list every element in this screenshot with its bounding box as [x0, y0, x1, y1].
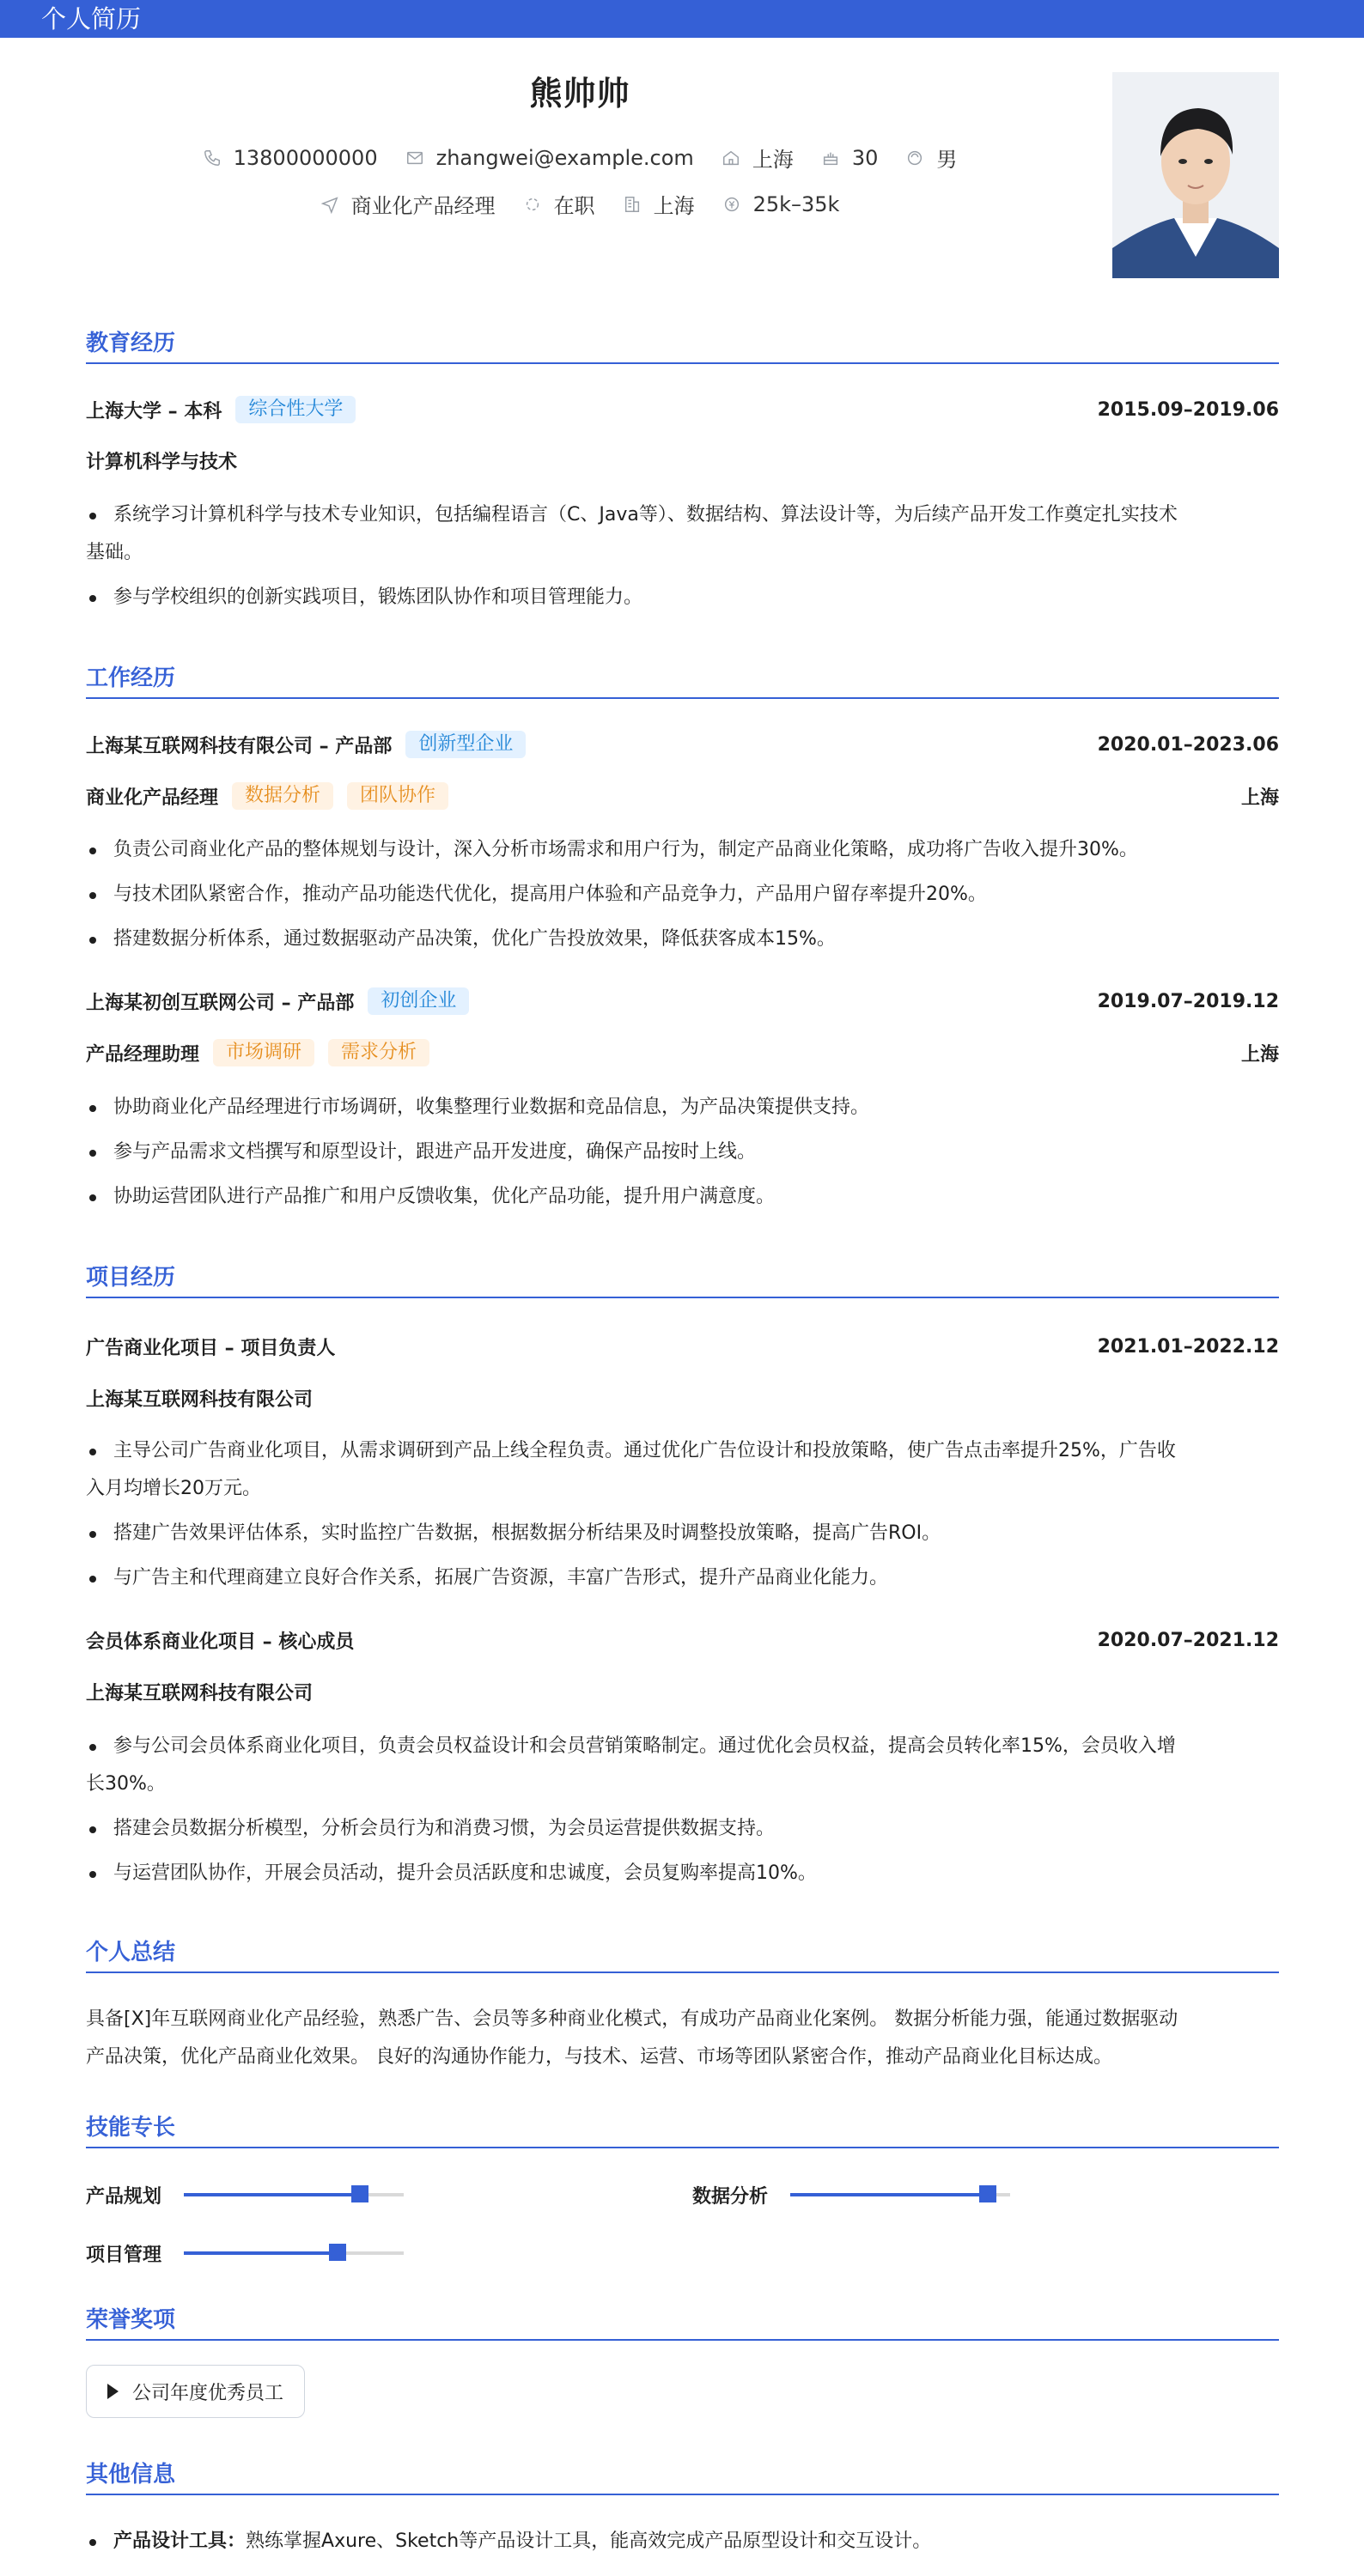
salary-icon	[722, 195, 741, 214]
role-row	[86, 1037, 1279, 1068]
skill-tag: 需求分析	[328, 1039, 429, 1066]
other-section	[86, 2459, 1279, 2576]
play-icon	[107, 2384, 119, 2399]
list-item: 参与公司会员体系商业化项目，负责会员权益设计和会员营销策略制定。通过优化会员权益，提高会员转化率15%，会员收入增	[86, 1728, 1279, 1765]
skill-item	[692, 2179, 1010, 2210]
award-item[interactable]	[86, 2365, 305, 2418]
role-row	[86, 781, 1279, 811]
skill-item	[86, 2238, 404, 2269]
project-company-row	[86, 1382, 1279, 1413]
other-title: 其他信息	[86, 2459, 1279, 2495]
list-item: 搭建会员数据分析模型，分析会员行为和消费习惯，为会员运营提供数据支持。	[86, 1810, 1279, 1848]
project-period: 2021.01–2022.12	[1097, 1335, 1279, 1358]
summary-section	[86, 1937, 1279, 2083]
list-item: 与技术团队紧密合作，推动产品功能迭代优化，提高用户体验和产品竞争力，产品用户留存率提升20%。	[86, 876, 1279, 914]
hometown-value: 上海	[752, 148, 794, 172]
home-icon	[722, 149, 740, 167]
list-item: 参与学校组织的创新实践项目，锻炼团队协作和项目管理能力。	[86, 579, 1279, 617]
project-company-row	[86, 1676, 1279, 1707]
skill-fill	[184, 2251, 338, 2255]
salary-value: 25k–35k	[752, 191, 840, 216]
project-header	[86, 1331, 1279, 1362]
phone-value: 13800000000	[233, 145, 378, 170]
list-item-continuation: 长30%。	[86, 1773, 166, 1795]
skill-tag: 数据分析	[232, 782, 333, 810]
list-item: 系统学习计算机科学与技术专业知识，包括编程语言（C、Java等）、数据结构、算法设计等，为后续产品开发工作奠定扎实技术	[86, 496, 1279, 534]
skill-tag: 市场调研	[213, 1039, 314, 1066]
company-tag: 初创企业	[368, 987, 469, 1015]
skill-fill	[184, 2193, 360, 2196]
skills-title: 技能专长	[86, 2112, 1279, 2148]
list-item: 搭建数据分析体系，通过数据驱动产品决策，优化广告投放效果，降低获客成本15%。	[86, 920, 1279, 958]
other-text: 熟练掌握Axure、Sketch等产品设计工具，能高效完成产品原型设计和交互设计。	[246, 2530, 932, 2552]
project-company: 上海某互联网科技有限公司	[86, 1388, 314, 1411]
skill-name: 数据分析	[692, 2185, 769, 2208]
project-header	[86, 1625, 1279, 1656]
skill-slider	[184, 2193, 404, 2196]
role-name: 产品经理助理	[86, 1043, 200, 1066]
list-item: 协助商业化产品经理进行市场调研，收集整理行业数据和竞品信息，为产品决策提供支持。	[86, 1089, 1279, 1127]
work-section	[86, 663, 1279, 1230]
education-period: 2015.09–2019.06	[1097, 398, 1279, 421]
list-item: 负责公司商业化产品的整体规划与设计，深入分析市场需求和用户行为，制定产品商业化策略，成功将广告收入提升30%。	[86, 831, 1279, 869]
summary-title: 个人总结	[86, 1937, 1279, 1973]
work-period: 2019.07–2019.12	[1097, 990, 1279, 1012]
skill-tag: 团队协作	[347, 782, 448, 810]
company-name: 上海某初创互联网公司 – 产品部	[86, 992, 355, 1014]
role-name: 商业化产品经理	[86, 787, 219, 809]
other-label: 产品设计工具：	[113, 2530, 247, 2552]
mail-icon	[405, 149, 424, 167]
major-row	[86, 445, 1279, 476]
work-period: 2020.01–2023.06	[1097, 733, 1279, 756]
list-item: 协助运营团队进行产品推广和用户反馈收集，优化产品功能，提升用户满意度。	[86, 1178, 1279, 1216]
work-header	[86, 729, 1279, 760]
award-label: 公司年度优秀员工	[132, 2382, 284, 2404]
major-name: 计算机科学与技术	[86, 451, 238, 473]
top-bar	[0, 0, 1364, 38]
list-item: 搭建广告效果评估体系，实时监控广告数据，根据数据分析结果及时调整投放策略，提高广告ROI。	[86, 1515, 1279, 1552]
work-header	[86, 986, 1279, 1017]
project-company: 上海某互联网科技有限公司	[86, 1682, 314, 1704]
contact-row	[0, 143, 1160, 173]
work-title: 工作经历	[86, 663, 1279, 699]
skill-slider	[184, 2251, 404, 2255]
gender-value: 男	[936, 148, 958, 172]
list-item-continuation: 入月均增长20万元。	[86, 1478, 261, 1499]
company-tag: 创新型企业	[405, 731, 526, 758]
summary-line: 产品决策，优化产品商业化效果。 良好的沟通协作能力，与技术、运营、市场等团队紧密合作，推动产品商业化目标达成。	[86, 2046, 1112, 2068]
project-period: 2020.07–2021.12	[1097, 1629, 1279, 1651]
list-item: 参与产品需求文档撰写和原型设计，跟进产品开发进度，确保产品按时上线。	[86, 1133, 1279, 1171]
list-item: 与广告主和代理商建立良好合作关系，拓展广告资源，丰富广告形式，提升产品商业化能力。	[86, 1559, 1279, 1597]
skill-knob	[329, 2244, 346, 2261]
project-section	[86, 1262, 1279, 1898]
status-value: 在职	[553, 194, 595, 218]
skill-fill	[790, 2193, 988, 2196]
list-item: 与运营团队协作，开展会员活动，提升会员活跃度和忠诚度，会员复购率提高10%。	[86, 1855, 1279, 1893]
city-value: 上海	[653, 194, 695, 218]
document-title: 个人简历	[41, 4, 142, 33]
skill-item	[86, 2179, 404, 2210]
summary-line: 具备[X]年互联网商业化产品经验，熟悉广告、会员等多种商业化模式，有成功产品商业化案例。 数据分析能力强，能通过数据驱动	[86, 2008, 1178, 2030]
cake-icon	[821, 149, 840, 167]
skill-name: 产品规划	[86, 2185, 162, 2208]
awards-title: 荣誉奖项	[86, 2305, 1279, 2341]
send-icon	[320, 195, 339, 214]
job-intent-row	[0, 189, 1160, 219]
job-target-value: 商业化产品经理	[350, 194, 496, 218]
building-icon	[623, 195, 642, 214]
education-title: 教育经历	[86, 328, 1279, 364]
project-name: 广告商业化项目 – 项目负责人	[86, 1337, 336, 1359]
company-name: 上海某互联网科技有限公司 – 产品部	[86, 735, 393, 757]
gender-icon	[905, 149, 924, 167]
school-name: 上海大学 – 本科	[86, 400, 222, 422]
work-location: 上海	[1240, 787, 1279, 809]
awards-section	[86, 2305, 1279, 2433]
work-location: 上海	[1240, 1043, 1279, 1066]
project-name: 会员体系商业化项目 – 核心成员	[86, 1631, 355, 1653]
school-tag: 综合性大学	[235, 396, 356, 423]
education-header	[86, 394, 1279, 425]
skill-name: 项目管理	[86, 2244, 162, 2266]
age-value: 30	[851, 145, 879, 170]
skills-section	[86, 2112, 1279, 2266]
skill-knob	[979, 2185, 996, 2202]
list-item-continuation: 基础。	[86, 542, 143, 563]
education-section	[86, 328, 1279, 620]
skill-slider	[790, 2193, 1010, 2196]
candidate-name: 熊帅帅	[529, 75, 630, 112]
list-item: 主导公司广告商业化项目，从需求调研到产品上线全程负责。通过优化广告位设计和投放策略，使广告点击率提升25%，广告收	[86, 1432, 1279, 1470]
project-title: 项目经历	[86, 1262, 1279, 1298]
list-item	[86, 2523, 1279, 2561]
avatar	[1112, 72, 1279, 278]
email-value: zhangwei@example.com	[435, 145, 694, 170]
status-icon	[523, 195, 542, 214]
skill-knob	[351, 2185, 368, 2202]
phone-icon	[203, 149, 222, 167]
